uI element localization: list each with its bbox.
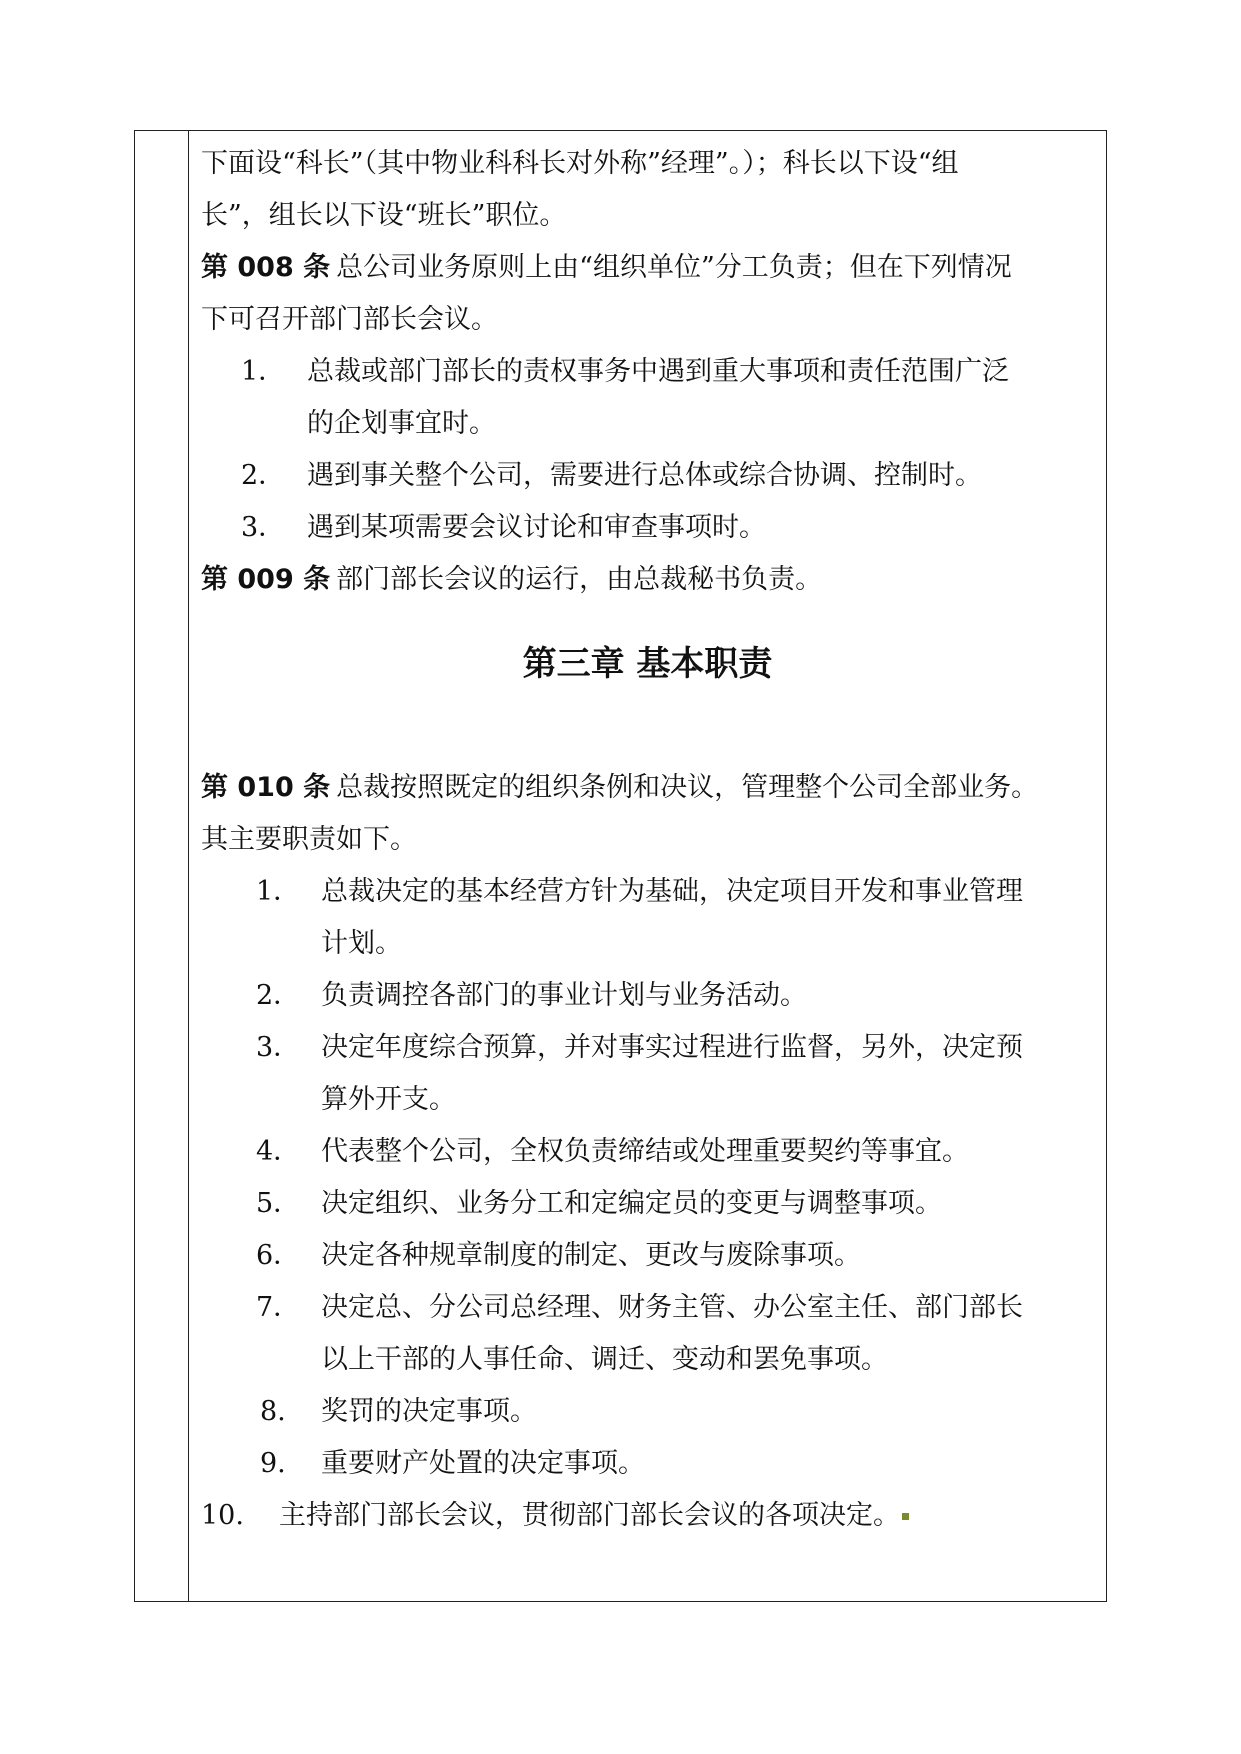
paragraph-end-mark-icon <box>902 1513 909 1520</box>
list-item-text: 总裁或部门部长的责权事务中遇到重大事项和责任范围广泛 <box>307 356 1009 387</box>
list-item-number: 4． <box>256 1136 301 1167</box>
list-item-text <box>279 1490 909 1542</box>
article-010-label: 第 010 条 <box>201 772 331 803</box>
list-item-number: 9. <box>260 1448 286 1479</box>
list-item-continuation <box>201 1334 1094 1386</box>
article-009-text: 部门部长会议的运行，由总裁秘书负责。 <box>336 564 823 595</box>
continuation-line-2: 长”，组长以下设“班长”职位。 <box>201 200 567 231</box>
list-item <box>201 1126 1094 1178</box>
list-item-number: 1． <box>241 356 286 387</box>
list-item <box>201 1230 1094 1282</box>
list-item-text: 决定总、分公司总经理、财务主管、办公室主任、部门部长 <box>321 1292 1023 1323</box>
list-item-text: 遇到某项需要会议讨论和审查事项时。 <box>307 512 766 543</box>
chapter-title: 第三章 基本职责 <box>522 644 773 684</box>
article-008-text-1: 总公司业务原则上由“组织单位”分工负责；但在下列情况 <box>336 252 1012 283</box>
article-008-heading <box>201 242 1094 294</box>
list-item <box>201 1282 1094 1334</box>
list-item-text: 代表整个公司，全权负责缔结或处理重要契约等事宜。 <box>321 1136 969 1167</box>
article-008-text-2: 下可召开部门部长会议。 <box>201 304 498 335</box>
list-item-text: 以上干部的人事任命、调迁、变动和罢免事项。 <box>321 1344 888 1375</box>
article-008-label: 第 008 条 <box>201 252 331 283</box>
list-item-number: 7． <box>256 1292 301 1323</box>
list-item <box>201 1022 1094 1074</box>
list-item-number: 3． <box>256 1032 301 1063</box>
list-item-text: 算外开支。 <box>321 1084 456 1115</box>
list-item-text: 的企划事宜时。 <box>307 408 496 439</box>
list-item-text: 决定组织、业务分工和定编定员的变更与调整事项。 <box>321 1188 942 1219</box>
list-item-number: 1． <box>256 876 301 907</box>
list-item <box>201 1178 1094 1230</box>
list-item-continuation <box>201 1074 1094 1126</box>
list-item-number: 3． <box>241 512 286 543</box>
list-item-text: 遇到事关整个公司，需要进行总体或综合协调、控制时。 <box>307 460 982 491</box>
list-item-continuation <box>201 918 1094 970</box>
list-item-number: 5． <box>256 1188 301 1219</box>
document-body <box>201 138 1094 1542</box>
article-009-label: 第 009 条 <box>201 564 331 595</box>
margin-rule <box>188 130 189 1602</box>
article-010-heading <box>201 762 1094 814</box>
list-item-text-content: 主持部门部长会议，贯彻部门部长会议的各项决定。 <box>279 1500 900 1531</box>
list-item-text: 重要财产处置的决定事项。 <box>321 1448 645 1479</box>
list-item-text: 奖罚的决定事项。 <box>321 1396 537 1427</box>
list-item-number: 6． <box>256 1240 301 1271</box>
list-item <box>201 1490 1094 1542</box>
list-item <box>201 970 1094 1022</box>
article-010-text-1: 总裁按照既定的组织条例和决议，管理整个公司全部业务。 <box>336 772 1039 803</box>
list-item-text: 负责调控各部门的事业计划与业务活动。 <box>321 980 807 1011</box>
list-item <box>201 450 1094 502</box>
list-item-number: 10. <box>201 1500 244 1531</box>
article-010-text-2: 其主要职责如下。 <box>201 824 417 855</box>
list-item-text: 决定年度综合预算，并对事实过程进行监督，另外，决定预 <box>321 1032 1023 1063</box>
list-item <box>201 1438 1094 1490</box>
list-item <box>201 346 1094 398</box>
list-item-number: 8. <box>260 1396 286 1427</box>
list-item <box>201 502 1094 554</box>
list-item-text: 计划。 <box>321 928 402 959</box>
list-item-continuation <box>201 398 1094 450</box>
list-item-text: 决定各种规章制度的制定、更改与废除事项。 <box>321 1240 861 1271</box>
article-009-heading <box>201 554 1094 606</box>
list-item <box>201 1386 1094 1438</box>
list-item <box>201 866 1094 918</box>
continuation-line-1: 下面设“科长”（其中物业科科长对外称”经理”。）；科长以下设“组 <box>201 148 959 179</box>
list-item-text: 总裁决定的基本经营方针为基础，决定项目开发和事业管理 <box>321 876 1023 907</box>
list-item-number: 2． <box>256 980 301 1011</box>
list-item-number: 2． <box>241 460 286 491</box>
